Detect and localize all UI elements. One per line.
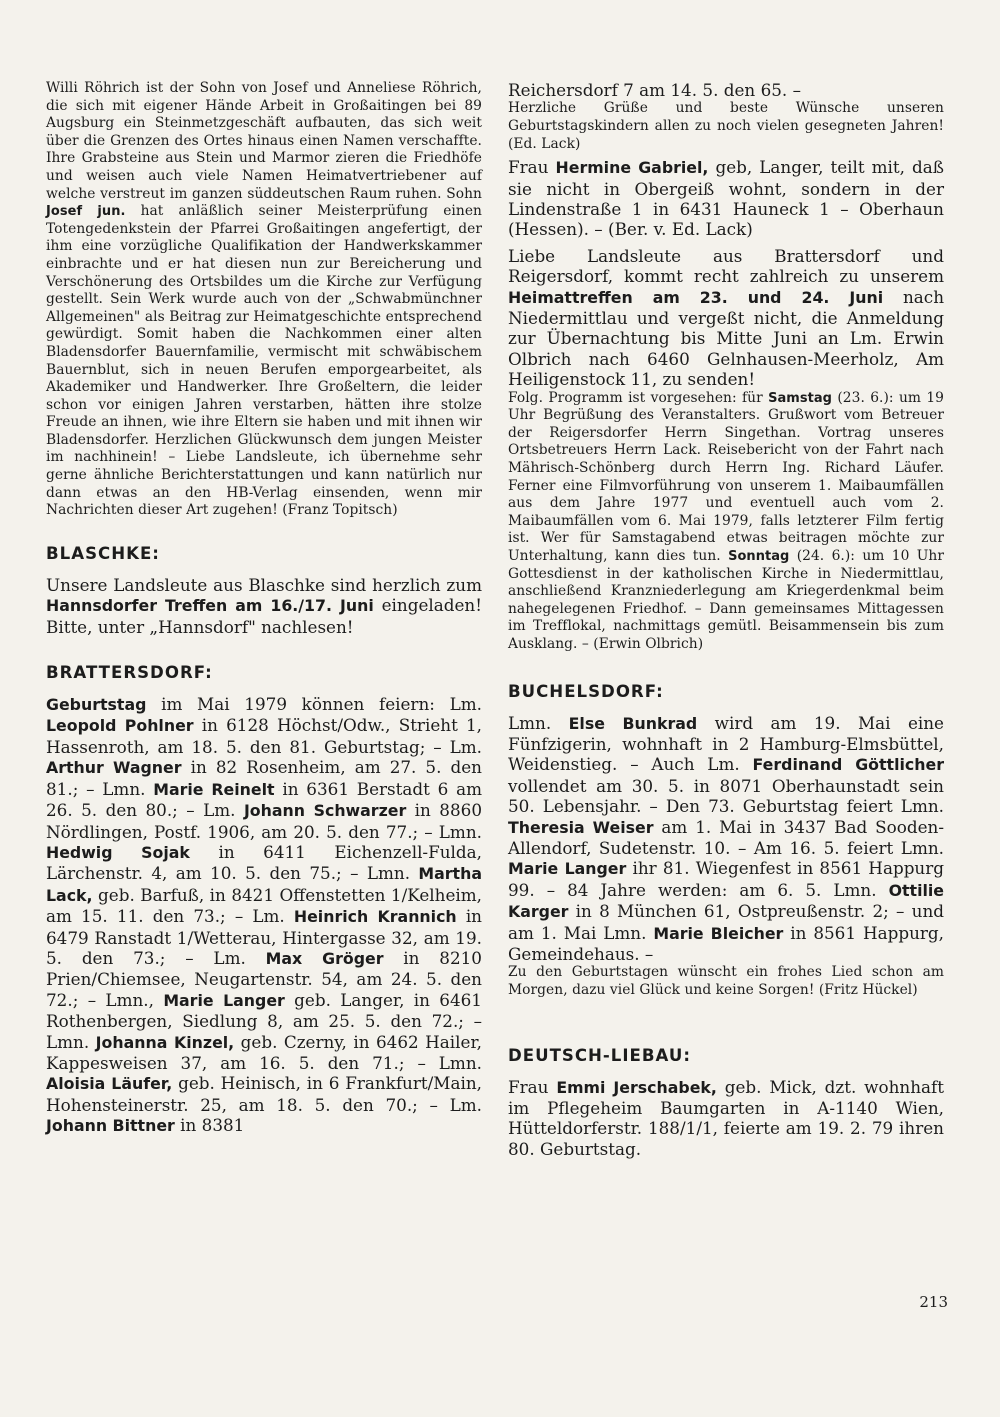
deutsch-liebau-text: Frau Emmi Jerschabek, geb. Mick, dzt. wohnhaft im Pflegeheim Baumgarten in A-1140 Wien, Hütteldorferstr. 188/1/1, feierte am 19. 2. 79 ihren 80. Geburtstag. xyxy=(508,1076,944,1159)
deutsch-liebau-heading: DEUTSCH-LIEBAU: xyxy=(508,1045,691,1065)
birthday-greetings: Herzliche Grüße und beste Wünsche unseren Geburtstagskindern allen zu noch vielen gesegneten Jahren! (Ed. Lack) xyxy=(508,100,944,152)
brattersdorf-birthdays: Geburtstag im Mai 1979 können feiern: Lm. Leopold Pohlner in 6128 Höchst/Odw., Strieht 1, Hassenroth, am 18. 5. den 81. Geburtstag; – Lm. Arthur Wagner in 82 Rosenheim, am 27. 5. den 81.; – Lmn. Marie Reinelt in 6361 Berstadt 6 am 26. 5. den 80.; – Lm. Johann Schwarzer in 8860 Nördlingen, Postf. 1906, am 20. 5. den 77.; – Lmn. Hedwig Sojak in 6411 Eichenzell-Fulda, Lärchenstr. 4, am 10. 5. den 75.; – Lmn. Martha Lack, geb. Barfuß, in 8421 Offenstetten 1/Kelheim, am 15. 11. den 73.; – Lm. Heinrich Krannich in 6479 Ranstadt 1/Wetterau, Hintergasse 32, am 19. 5. den 73.; – Lm. Max Gröger in 8210 Prien/Chiemsee, Neugartenstr. 54, am 24. 5. den 72.; – Lmn., Marie Langer geb. Langer, in 6461 Rothenbergen, Siedlung 8, am 25. 5. den 72.; – Lmn. Johanna Kinzel, geb. Czerny, in 6462 Hailer, Kappesweisen 37, am 16. 5. den 71.; – Lmn. Aloisia Läufer, geb. Heinisch, in 6 Frankfurt/Main, Hohensteinerstr. 25, am 18. 5. den 70.; – Lm. Johann Bittner in 8381 xyxy=(46,694,483,1136)
reichersdorf-line: Reichersdorf 7 am 14. 5. den 65. – xyxy=(508,80,801,100)
left-column xyxy=(46,80,482,1137)
meeting-program: Folg. Programm ist vorgesehen: für Samstag (23. 6.): um 19 Uhr Begrüßung des Veranstalters. Grußwort vom Betreuer der Reigersdorfer Herrn Singethan. Vortrag unseres Ortsbetreuers Herrn Lack. Reisebericht von der Fahrt nach Mährisch-Schönberg durch Herrn Ing. Richard Läufer. Ferner eine Filmvorführung von unserem 1. Maibaumfällen aus dem Jahre 1977 und eventuell auch vom 2. Maibaumfällen vom 6. Mai 1979, falls letzterer Film fertig ist. Wer für Samstagabend etwas beitragen möchte zur Unterhaltung, kann dies tun. Sonntag (24. 6.): um 10 Uhr Gottesdienst in der katholischen Kirche in Niedermittlau, anschließend Kranzniederlegung am Kriegerdenkmal beim nahegelegenen Friedhof. – Dann gemeinsames Mittagessen im Trefflokal, nachmittags gemütl. Beisammensein bis zum Ausklang. – (Erwin Olbrich) xyxy=(508,389,944,652)
buchelsdorf-wishes: Zu den Geburtstagen wünscht ein frohes Lied schon am Morgen, dazu viel Glück und keine Sorgen! (Fritz Hückel) xyxy=(508,964,944,999)
page-number: 213 xyxy=(919,1293,948,1311)
right-column xyxy=(508,80,944,1159)
heimattreffen-invitation: Liebe Landsleute aus Brattersdorf und Reigersdorf, kommt recht zahlreich zu unserem Heimattreffen am 23. und 24. Juni nach Niedermittlau und vergeßt nicht, die Anmeldung zur Übernachtung bis Mitte Juni an Lm. Erwin Olbrich nach 6460 Gelnhausen-Meerholz, Am Heiligenstock 11, zu senden! xyxy=(508,245,944,390)
brattersdorf-heading: BRATTERSDORF: xyxy=(46,663,213,683)
buchelsdorf-heading: BUCHELSDORF: xyxy=(508,681,664,701)
buchelsdorf-birthdays: Lmn. Else Bunkrad wird am 19. Mai eine Fünfzigerin, wohnhaft in 2 Hamburg-Elmsbüttel, Weidenstieg. – Auch Lm. Ferdinand Göttlicher vollendet am 30. 5. in 8071 Oberhaunstadt sein 50. Lebensjahr. – Den 73. Geburtstag feiert Lmn. Theresia Weiser am 1. Mai in 3437 Bad Sooden-Allendorf, Sudetenstr. 10. – Am 16. 5. feiert Lmn. Marie Langer ihr 81. Wiegenfest in 8561 Happurg 99. – 84 Jahre werden: am 6. 5. Lmn. Ottilie Karger in 8 München 61, Ostpreußenstr. 2; – und am 1. Mai Lmn. Marie Bleicher in 8561 Happurg, Gemeindehaus. – xyxy=(508,712,945,965)
blaschke-text: Unsere Landsleute aus Blaschke sind herzlich zum Hannsdorfer Treffen am 16./17. Juni eingeladen! Bitte, unter „Hannsdorf" nachlesen! xyxy=(46,574,482,637)
roehrich-article: Willi Röhrich ist der Sohn von Josef und Anneliese Röhrich, die sich mit eigener Hände Arbeit in Großaitingen bei 89 Augsburg ein Steinmetzgeschäft aufbauten, das sich weit über die Grenzen des Ortes hinaus einen Namen verschaffte. Ihre Grabsteine aus Stein und Marmor zieren die Friedhöfe und weisen auch viele Namen Heimatvertriebener auf welche verstreut im ganzen süddeutschen Raum ruhen. Sohn Josef jun. hat anläßlich seiner Meisterprüfung einen Totengedenkstein der Pfarrei Großaitingen angefertigt, der ihm eine vorzügliche Qualifikation der Handwerkskammer einbrachte und er hat diesen nun zur Bereicherung und Verschönerung des Ortsbildes um die Kirche zur Verfügung gestellt. Sein Werk wurde auch von der „Schwabmünchner Allgemeinen" als Beitrag zur Heimatgeschichte entsprechend gewürdigt. Somit haben die Nachkommen einer alten Bladensdorfer Bauernfamilie, vermischt mit schwäbischem Bauernblut, sich in neuen Berufen emporgearbeitet, als Akademiker und Handwerker. Ihre Großeltern, die leider schon vor einigen Jahren verstarben, hätten ihre stolze Freude an ihnen, wie ihre Eltern sie haben und mit ihnen wir Bladensdorfer. Herzlichen Glückwunsch dem jungen Meister im nachhinein! – Liebe Landsleute, ich übernehme sehr gerne ähnliche Berichterstattungen und kann natürlich nur dann etwas an den HB-Verlag einsenden, wenn mir Nachrichten dieser Art zugehen! (Franz Topitsch) xyxy=(46,80,482,519)
gabriel-note: Frau Hermine Gabriel, geb, Langer, teilt mit, daß sie nicht in Obergeiß wohnt, sondern in der Lindenstraße 1 in 6431 Hauneck 1 – Oberhaun (Hessen). – (Ber. v. Ed. Lack) xyxy=(508,157,945,240)
blaschke-heading: BLASCHKE: xyxy=(46,543,160,563)
